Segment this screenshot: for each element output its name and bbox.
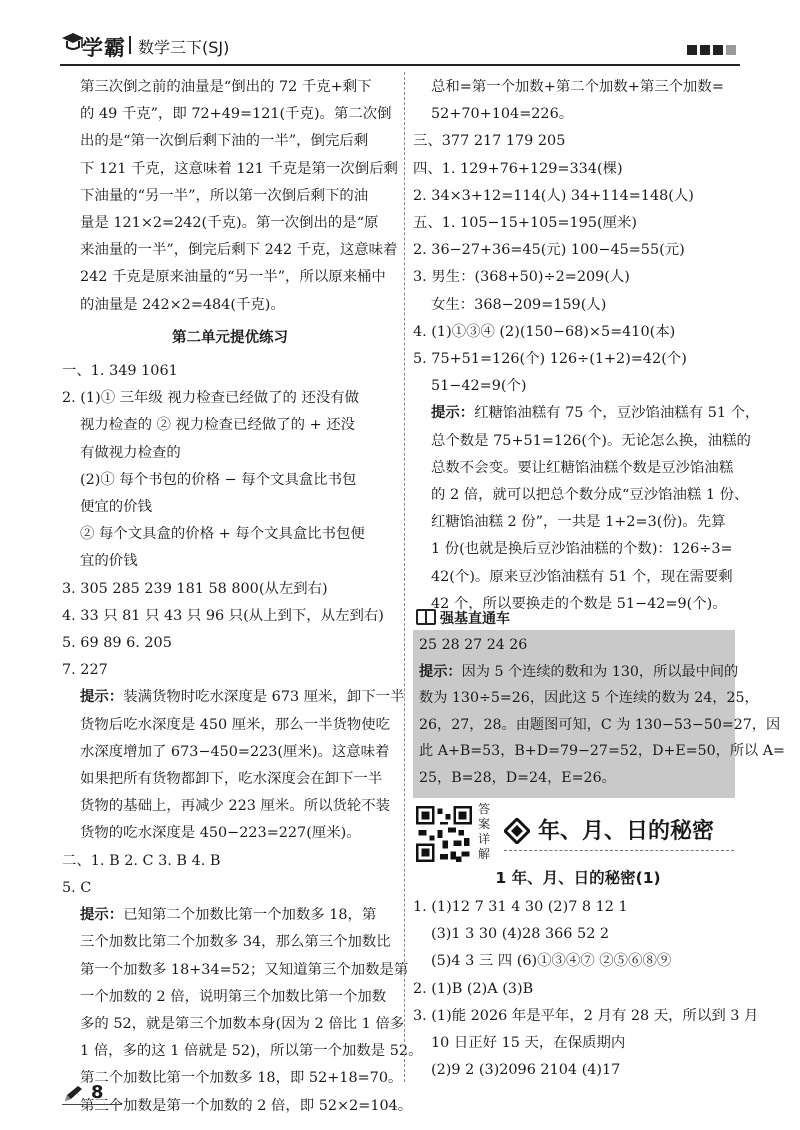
answer-line bbox=[413, 183, 743, 210]
square-icon bbox=[687, 45, 697, 55]
line-text: 25 28 27 24 26 bbox=[419, 637, 528, 653]
line-text: 5. C bbox=[62, 879, 92, 896]
answer-line bbox=[62, 358, 398, 385]
answer-line bbox=[62, 183, 398, 210]
qr-label: 答案详解 bbox=[478, 802, 491, 861]
answer-line bbox=[62, 684, 405, 711]
line-text: 26，27，28。由题图可知，C 为 130−53−50=27，因 bbox=[419, 716, 781, 733]
line-text: 下 121 千克，这意味着 121 千克是第一次倒后剩 bbox=[80, 160, 398, 177]
answer-line bbox=[62, 603, 398, 630]
answer-line bbox=[419, 738, 785, 765]
brand-name: 学霸 bbox=[82, 36, 126, 60]
line-text: 来油量的一半”，倒完后剩下 242 千克，这意味着 bbox=[80, 242, 398, 259]
line-text: 42(个)。原来豆沙馅油糕有 51 个，现在需要剩 bbox=[431, 568, 733, 585]
section-title: 第二单元提优练习 bbox=[172, 329, 288, 346]
line-text: 1 份(也就是换后豆沙馅油糕的个数)：126÷3= bbox=[431, 541, 733, 558]
answer-line bbox=[62, 576, 398, 603]
line-text: 已知第二个加数比第一个加数多 18，第 bbox=[123, 907, 377, 924]
answer-line bbox=[62, 630, 398, 657]
line-text: 5. 75+51=126(个) 126÷(1+2)=42(个) bbox=[413, 351, 687, 368]
qr-code-icon[interactable] bbox=[416, 806, 472, 862]
answer-line bbox=[413, 264, 743, 291]
answer-line bbox=[419, 632, 729, 659]
header-decoration-squares bbox=[684, 40, 736, 59]
answer-line bbox=[419, 712, 781, 739]
answer-line bbox=[62, 957, 409, 984]
tip-label: 提示： bbox=[80, 907, 124, 924]
line-text: 第一个加数多 18+34=52；又知道第三个加数是第 bbox=[80, 961, 409, 978]
answer-line bbox=[62, 766, 398, 793]
line-text: ② 每个文具盒的价格 + 每个文具盒比书包便 bbox=[80, 526, 365, 543]
answer-line bbox=[62, 875, 398, 902]
page-number: 8 bbox=[91, 1082, 104, 1103]
line-text: 3. (1)能 2026 年是平年，2 月有 28 天，所以到 3 月 bbox=[413, 1007, 759, 1024]
footer-rule bbox=[62, 1104, 122, 1105]
line-text: 因为 5 个连续的数和为 130，所以最中间的 bbox=[461, 663, 739, 680]
line-text: 视力检查的 ② 视力检查已经做了的 + 还没 bbox=[80, 417, 355, 434]
line-text: 量是 121×2=242(千克)。第一次倒出的是“原 bbox=[80, 215, 379, 232]
answer-line bbox=[62, 74, 398, 101]
answer-line bbox=[62, 739, 398, 766]
right-answer-block bbox=[413, 74, 760, 618]
answer-line bbox=[413, 894, 743, 921]
line-text: 2. 34×3+12=114(人) 34+114=148(人) bbox=[413, 187, 694, 204]
answer-line bbox=[413, 564, 743, 591]
line-text: 五、1. 105−15+105=195(厘米) bbox=[413, 215, 637, 232]
answer-line bbox=[62, 292, 398, 319]
answer-line bbox=[413, 1030, 743, 1057]
answer-line bbox=[62, 237, 398, 264]
answer-line bbox=[62, 128, 398, 155]
line-text: 有做视力检查的 bbox=[80, 444, 181, 461]
line-text: 4. 33 只 81 只 43 只 96 只(从上到下，从左到右) bbox=[62, 607, 384, 624]
line-text: 的油量是 242×2=484(千克)。 bbox=[80, 296, 285, 313]
answer-line bbox=[62, 1011, 405, 1038]
line-text: 25，B=28，D=24，E=26。 bbox=[419, 769, 616, 786]
pencil-icon bbox=[62, 1084, 86, 1104]
answer-line bbox=[413, 536, 743, 563]
lesson-title: 1 年、月、日的秘密(1) bbox=[495, 869, 661, 887]
answer-line bbox=[413, 948, 743, 975]
line-text: 3. 男生：(368+50)÷2=209(人) bbox=[413, 269, 630, 286]
answer-line bbox=[413, 156, 743, 183]
line-text: 下油量的“另一半”，所以第一次倒后剩下的油 bbox=[80, 187, 369, 204]
line-text: 一个加数的 2 倍，说明第三个加数比第一个加数 bbox=[80, 988, 387, 1005]
answer-line bbox=[62, 210, 398, 237]
answer-line bbox=[62, 440, 398, 467]
answer-line bbox=[62, 156, 398, 183]
line-text: 242 千克是原来油量的“另一半”，所以原来桶中 bbox=[80, 269, 386, 286]
answer-line bbox=[62, 657, 398, 684]
answer-line bbox=[413, 482, 749, 509]
answer-line bbox=[62, 984, 398, 1011]
line-text: 四、1. 129+76+129=334(棵) bbox=[413, 160, 623, 177]
right-column bbox=[413, 74, 760, 618]
square-icon bbox=[700, 45, 710, 55]
answer-line bbox=[413, 237, 743, 264]
qbox-panel bbox=[413, 630, 785, 798]
answer-line bbox=[62, 1093, 413, 1120]
line-text: 第三个加数是第一个加数的 2 倍，即 52×2=104。 bbox=[80, 1097, 413, 1114]
book-icon bbox=[416, 609, 436, 625]
answer-line bbox=[62, 101, 398, 128]
answer-line bbox=[413, 292, 743, 319]
line-text: (5)4 3 三 四 (6)①③④⑦ ②⑤⑥⑧⑨ bbox=[431, 953, 672, 970]
line-text: 51−42=9(个) bbox=[431, 378, 527, 395]
answer-line bbox=[413, 509, 743, 536]
answer-line bbox=[62, 1038, 423, 1065]
line-text: 出的是“第一次倒后剩下油的一半”，倒完后剩 bbox=[80, 133, 369, 150]
line-text: 货物的基础上，再减少 223 厘米。所以货轮不装 bbox=[80, 798, 391, 815]
line-text: 装满货物时吃水深度是 673 厘米，卸下一半 bbox=[123, 689, 405, 706]
line-text: 1. (1)12 7 31 4 30 (2)7 8 12 1 bbox=[413, 899, 628, 915]
answer-line bbox=[413, 1003, 759, 1030]
answer-line bbox=[419, 685, 759, 712]
answer-line bbox=[413, 400, 760, 427]
line-text: 42 个，所以要换走的个数是 51−42=9(个)。 bbox=[431, 595, 727, 612]
line-text: 2. (1)① 三年级 视力检查已经做了的 还没有做 bbox=[62, 390, 360, 407]
line-text: 数为 130÷5=26，因此这 5 个连续的数为 24，25， bbox=[419, 690, 759, 707]
answer-line bbox=[413, 1057, 743, 1084]
chapter-underline bbox=[504, 850, 734, 851]
answer-line bbox=[62, 264, 398, 291]
qbox-heading-text: 强基直通车 bbox=[440, 611, 510, 627]
answer-line bbox=[62, 412, 398, 439]
left-answer-block bbox=[62, 74, 398, 319]
line-text: 红糖馅油糕 2 份”，一共是 1+2=3(份)。先算 bbox=[431, 514, 726, 531]
line-text: 7. 227 bbox=[62, 662, 108, 679]
answer-line bbox=[413, 101, 743, 128]
line-text: 52+70+104=226。 bbox=[431, 106, 574, 123]
line-text: 如果把所有货物都卸下，吃水深度会在卸下一半 bbox=[80, 771, 383, 788]
diamond-chapter-icon bbox=[504, 818, 530, 844]
answer-line bbox=[62, 712, 398, 739]
line-text: 2. (1)B (2)A (3)B bbox=[413, 980, 534, 997]
line-text: 2. 36−27+36=45(元) 100−45=55(元) bbox=[413, 242, 685, 259]
line-text: 货物后吃水深度是 450 厘米，那么一半货物使吃 bbox=[80, 716, 391, 733]
line-text: 总数不会变。要让红糖馅油糕个数是豆沙馅油糕 bbox=[431, 459, 734, 476]
square-icon bbox=[726, 45, 736, 55]
qbox-heading bbox=[416, 608, 510, 628]
lesson-answers bbox=[413, 894, 759, 1084]
line-text: 一、1. 349 1061 bbox=[62, 363, 178, 380]
line-text: (2)9 2 (3)2096 2104 (4)17 bbox=[431, 1062, 621, 1079]
line-text: 总和=第一个加数+第二个加数+第三个加数= bbox=[431, 79, 724, 95]
chapter-title: 年、月、日的秘密 bbox=[538, 819, 715, 844]
answer-line bbox=[62, 820, 398, 847]
answer-line bbox=[413, 319, 743, 346]
answer-line bbox=[413, 210, 743, 237]
line-text: 4. (1)①③④ (2)(150−68)×5=410(本) bbox=[413, 323, 676, 340]
line-text: 红糖馅油糕有 75 个，豆沙馅油糕有 51 个， bbox=[474, 405, 760, 422]
line-text: 女生：368−209=159(人) bbox=[431, 296, 607, 313]
line-text: 多的 52，就是第三个加数本身(因为 2 倍比 1 倍多 bbox=[80, 1015, 405, 1032]
answer-line bbox=[413, 976, 743, 1003]
answer-line bbox=[413, 128, 743, 155]
line-text: 三个加数比第二个加数多 34，那么第三个加数比 bbox=[80, 934, 391, 951]
brand-separator bbox=[129, 36, 131, 54]
line-text: (2)① 每个书包的价格 − 每个文具盒比书包 bbox=[80, 471, 357, 488]
answer-line bbox=[62, 548, 398, 575]
answer-line bbox=[62, 521, 398, 548]
line-text: 的 2 倍，就可以把总个数分成“豆沙馅油糕 1 份、 bbox=[431, 487, 749, 504]
answer-line bbox=[62, 848, 398, 875]
line-text: 第三次倒之前的油量是“倒出的 72 千克+剩下 bbox=[80, 79, 372, 95]
tip-label: 提示： bbox=[431, 405, 475, 422]
line-text: 的 49 千克”，即 72+49=121(千克)。第二次倒 bbox=[80, 106, 392, 123]
subject-label: 数学三下(SJ) bbox=[138, 38, 230, 57]
answer-line bbox=[413, 921, 743, 948]
line-text: 总个数是 75+51=126(个)。无论怎么换，油糕的 bbox=[431, 432, 751, 449]
header-rule bbox=[60, 64, 740, 66]
line-text: 便宜的价钱 bbox=[80, 499, 152, 516]
answer-line bbox=[62, 494, 398, 521]
line-text: 二、1. B 2. C 3. B 4. B bbox=[62, 852, 221, 869]
line-text: 第二个加数比第一个加数多 18，即 52+18=70。 bbox=[80, 1070, 403, 1087]
square-icon bbox=[713, 45, 723, 55]
line-text: 1 倍，多的这 1 倍就是 52)，所以第一个加数是 52。 bbox=[80, 1043, 423, 1060]
line-text: 3. 305 285 239 181 58 800(从左到右) bbox=[62, 580, 328, 597]
line-text: 此 A+B=53，B+D=79−27=52，D+E=50，所以 A= bbox=[419, 743, 785, 760]
tip-label: 提示： bbox=[80, 689, 124, 706]
line-text: 5. 69 89 6. 205 bbox=[62, 635, 172, 652]
answer-line bbox=[62, 467, 398, 494]
answer-line bbox=[419, 659, 739, 686]
left-answer-block-2 bbox=[62, 358, 423, 1120]
answer-line bbox=[62, 385, 398, 412]
tip-label: 提示： bbox=[419, 663, 462, 680]
answer-line bbox=[62, 793, 398, 820]
answer-line bbox=[413, 373, 743, 400]
page-header bbox=[60, 28, 740, 64]
line-text: 货物的吃水深度是 450−223=227(厘米)。 bbox=[80, 825, 361, 842]
line-text: 三、377 217 179 205 bbox=[413, 133, 566, 150]
left-column bbox=[62, 74, 423, 1120]
answer-line bbox=[62, 902, 398, 929]
line-text: 宜的价钱 bbox=[80, 553, 138, 570]
answer-line bbox=[413, 74, 743, 101]
line-text: 10 日正好 15 天，在保质期内 bbox=[431, 1035, 626, 1052]
answer-line bbox=[62, 929, 398, 956]
answer-line bbox=[62, 1065, 403, 1092]
answer-line bbox=[413, 455, 743, 482]
answer-line bbox=[419, 765, 729, 792]
line-text: (3)1 3 30 (4)28 366 52 2 bbox=[431, 926, 610, 943]
answer-line bbox=[413, 428, 751, 455]
line-text: 水深度增加了 673−450=223(厘米)。这意味着 bbox=[80, 743, 390, 760]
answer-line bbox=[413, 346, 743, 373]
column-divider bbox=[404, 72, 405, 1082]
